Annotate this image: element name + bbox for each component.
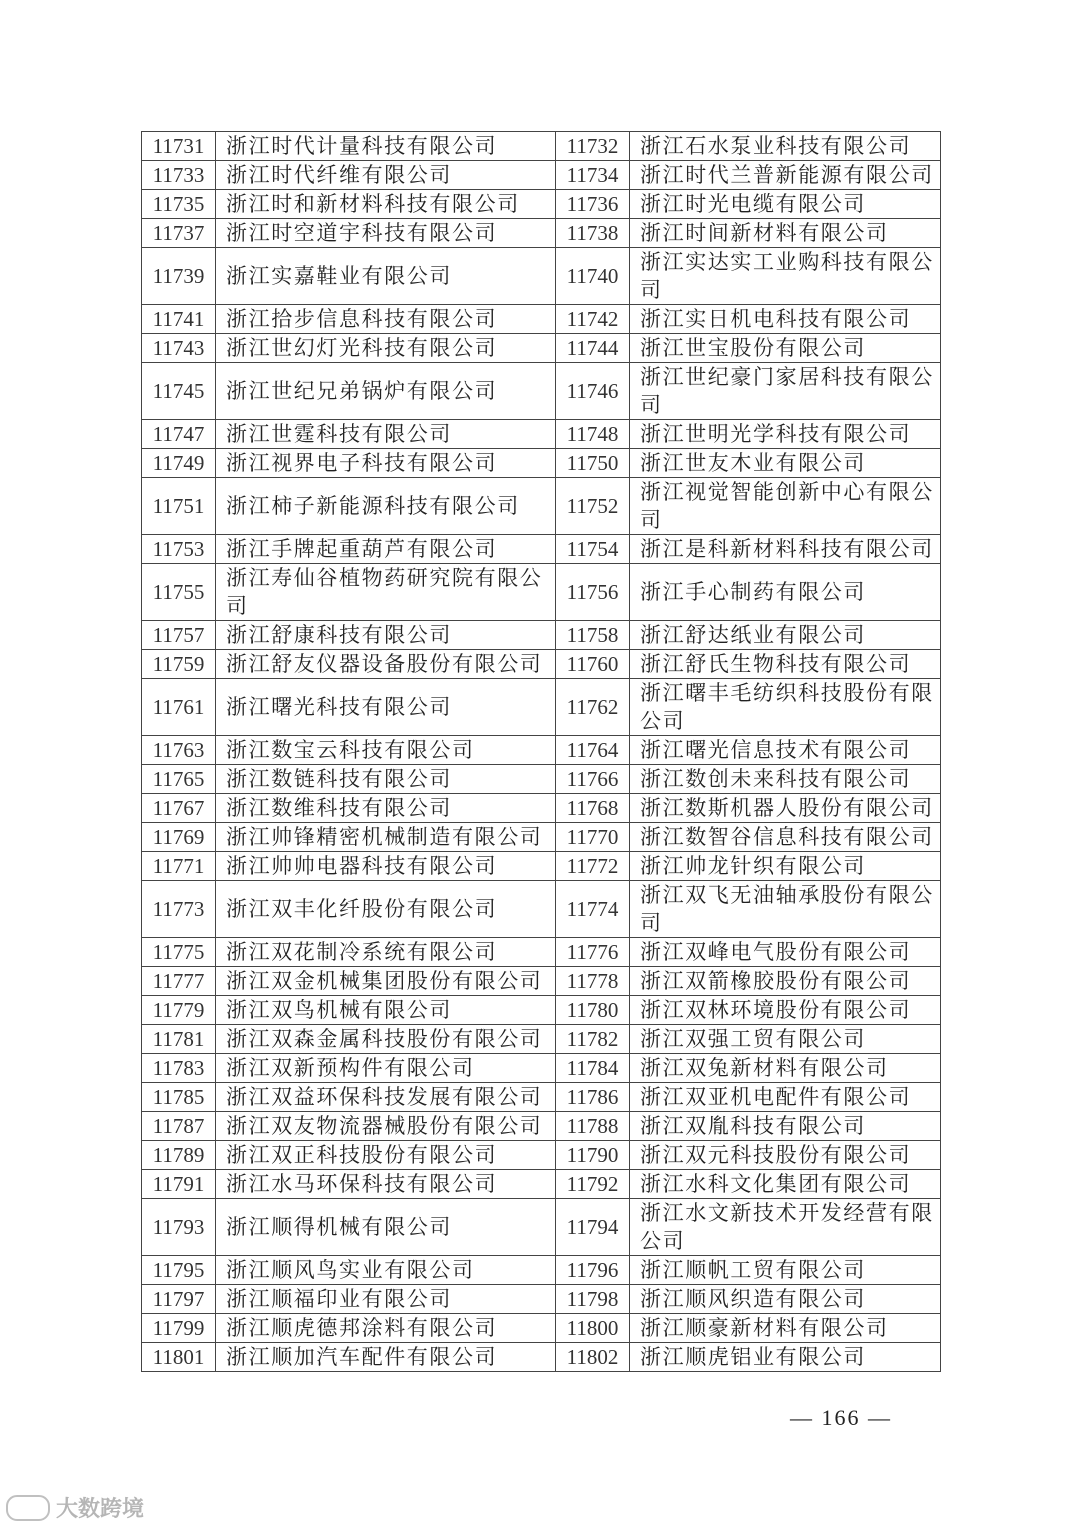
company-name-cell: 浙江双强工贸有限公司 xyxy=(630,1025,941,1054)
serial-number-cell: 11748 xyxy=(556,420,630,449)
company-name-cell: 浙江顺虎铝业有限公司 xyxy=(630,1343,941,1372)
serial-number-cell: 11779 xyxy=(142,996,216,1025)
serial-number-cell: 11750 xyxy=(556,449,630,478)
company-name-cell: 浙江时代计量科技有限公司 xyxy=(216,132,556,161)
serial-number-cell: 11777 xyxy=(142,967,216,996)
serial-number-cell: 11799 xyxy=(142,1314,216,1343)
table-row xyxy=(142,1083,941,1112)
company-name-cell: 浙江世纪豪门家居科技有限公司 xyxy=(630,363,941,420)
serial-number-cell: 11761 xyxy=(142,679,216,736)
table-row xyxy=(142,794,941,823)
serial-number-cell: 11785 xyxy=(142,1083,216,1112)
company-name-cell: 浙江双益环保科技发展有限公司 xyxy=(216,1083,556,1112)
serial-number-cell: 11778 xyxy=(556,967,630,996)
table-row xyxy=(142,1256,941,1285)
company-name-cell: 浙江时代兰普新能源有限公司 xyxy=(630,161,941,190)
serial-number-cell: 11765 xyxy=(142,765,216,794)
serial-number-cell: 11756 xyxy=(556,564,630,621)
company-name-cell: 浙江数链科技有限公司 xyxy=(216,765,556,794)
serial-number-cell: 11743 xyxy=(142,334,216,363)
serial-number-cell: 11737 xyxy=(142,219,216,248)
serial-number-cell: 11764 xyxy=(556,736,630,765)
company-name-cell: 浙江双鸟机械有限公司 xyxy=(216,996,556,1025)
table-row xyxy=(142,1141,941,1170)
company-name-cell: 浙江顺加汽车配件有限公司 xyxy=(216,1343,556,1372)
serial-number-cell: 11784 xyxy=(556,1054,630,1083)
table-row xyxy=(142,852,941,881)
serial-number-cell: 11740 xyxy=(556,248,630,305)
company-name-cell: 浙江数创未来科技有限公司 xyxy=(630,765,941,794)
company-name-cell: 浙江时空道宇科技有限公司 xyxy=(216,219,556,248)
table-row xyxy=(142,449,941,478)
table-body xyxy=(142,132,941,1372)
company-name-cell: 浙江曙丰毛纺织科技股份有限公司 xyxy=(630,679,941,736)
table-row xyxy=(142,1314,941,1343)
company-name-cell: 浙江帅锋精密机械制造有限公司 xyxy=(216,823,556,852)
company-name-cell: 浙江顺风织造有限公司 xyxy=(630,1285,941,1314)
serial-number-cell: 11796 xyxy=(556,1256,630,1285)
serial-number-cell: 11759 xyxy=(142,650,216,679)
watermark-logo-icon xyxy=(6,1495,50,1521)
company-name-cell: 浙江曙光信息技术有限公司 xyxy=(630,736,941,765)
company-name-cell: 浙江舒友仪器设备股份有限公司 xyxy=(216,650,556,679)
company-name-cell: 浙江帅龙针织有限公司 xyxy=(630,852,941,881)
watermark-text: 大数跨境 xyxy=(56,1497,145,1522)
company-name-cell: 浙江双箭橡胶股份有限公司 xyxy=(630,967,941,996)
company-name-cell: 浙江柿子新能源科技有限公司 xyxy=(216,478,556,535)
company-name-cell: 浙江世宝股份有限公司 xyxy=(630,334,941,363)
serial-number-cell: 11782 xyxy=(556,1025,630,1054)
company-name-cell: 浙江舒达纸业有限公司 xyxy=(630,621,941,650)
company-name-cell: 浙江双林环境股份有限公司 xyxy=(630,996,941,1025)
serial-number-cell: 11733 xyxy=(142,161,216,190)
company-name-cell: 浙江顺福印业有限公司 xyxy=(216,1285,556,1314)
company-name-cell: 浙江世明光学科技有限公司 xyxy=(630,420,941,449)
serial-number-cell: 11771 xyxy=(142,852,216,881)
table-row xyxy=(142,1170,941,1199)
table-row xyxy=(142,736,941,765)
table-row xyxy=(142,823,941,852)
serial-number-cell: 11802 xyxy=(556,1343,630,1372)
serial-number-cell: 11747 xyxy=(142,420,216,449)
serial-number-cell: 11760 xyxy=(556,650,630,679)
table-row xyxy=(142,621,941,650)
serial-number-cell: 11731 xyxy=(142,132,216,161)
table-row xyxy=(142,1343,941,1372)
company-name-cell: 浙江数斯机器人股份有限公司 xyxy=(630,794,941,823)
company-name-cell: 浙江时和新材料科技有限公司 xyxy=(216,190,556,219)
table-row xyxy=(142,1054,941,1083)
company-name-cell: 浙江是科新材料科技有限公司 xyxy=(630,535,941,564)
serial-number-cell: 11788 xyxy=(556,1112,630,1141)
company-name-cell: 浙江视界电子科技有限公司 xyxy=(216,449,556,478)
company-name-cell: 浙江曙光科技有限公司 xyxy=(216,679,556,736)
table-row xyxy=(142,881,941,938)
table-row xyxy=(142,219,941,248)
table-row xyxy=(142,679,941,736)
company-name-cell: 浙江水科文化集团有限公司 xyxy=(630,1170,941,1199)
company-name-cell: 浙江双兔新材料有限公司 xyxy=(630,1054,941,1083)
company-name-cell: 浙江世纪兄弟锅炉有限公司 xyxy=(216,363,556,420)
serial-number-cell: 11801 xyxy=(142,1343,216,1372)
table-row xyxy=(142,1285,941,1314)
company-name-cell: 浙江双元科技股份有限公司 xyxy=(630,1141,941,1170)
serial-number-cell: 11776 xyxy=(556,938,630,967)
company-name-cell: 浙江双金机械集团股份有限公司 xyxy=(216,967,556,996)
table-row xyxy=(142,478,941,535)
serial-number-cell: 11791 xyxy=(142,1170,216,1199)
serial-number-cell: 11795 xyxy=(142,1256,216,1285)
serial-number-cell: 11768 xyxy=(556,794,630,823)
company-name-cell: 浙江手牌起重葫芦有限公司 xyxy=(216,535,556,564)
company-name-cell: 浙江水马环保科技有限公司 xyxy=(216,1170,556,1199)
serial-number-cell: 11739 xyxy=(142,248,216,305)
company-name-cell: 浙江双峰电气股份有限公司 xyxy=(630,938,941,967)
serial-number-cell: 11732 xyxy=(556,132,630,161)
company-name-cell: 浙江顺豪新材料有限公司 xyxy=(630,1314,941,1343)
serial-number-cell: 11757 xyxy=(142,621,216,650)
company-name-cell: 浙江石水泵业科技有限公司 xyxy=(630,132,941,161)
table-row xyxy=(142,1025,941,1054)
table-row xyxy=(142,363,941,420)
serial-number-cell: 11781 xyxy=(142,1025,216,1054)
company-name-cell: 浙江时代纤维有限公司 xyxy=(216,161,556,190)
table-row xyxy=(142,1112,941,1141)
serial-number-cell: 11763 xyxy=(142,736,216,765)
serial-number-cell: 11797 xyxy=(142,1285,216,1314)
company-name-cell: 浙江时间新材料有限公司 xyxy=(630,219,941,248)
company-name-cell: 浙江顺得机械有限公司 xyxy=(216,1199,556,1256)
serial-number-cell: 11769 xyxy=(142,823,216,852)
table-row xyxy=(142,334,941,363)
serial-number-cell: 11754 xyxy=(556,535,630,564)
table-row xyxy=(142,765,941,794)
serial-number-cell: 11734 xyxy=(556,161,630,190)
serial-number-cell: 11746 xyxy=(556,363,630,420)
table-row xyxy=(142,161,941,190)
serial-number-cell: 11794 xyxy=(556,1199,630,1256)
serial-number-cell: 11787 xyxy=(142,1112,216,1141)
serial-number-cell: 11798 xyxy=(556,1285,630,1314)
serial-number-cell: 11752 xyxy=(556,478,630,535)
serial-number-cell: 11773 xyxy=(142,881,216,938)
table-row xyxy=(142,996,941,1025)
serial-number-cell: 11775 xyxy=(142,938,216,967)
serial-number-cell: 11744 xyxy=(556,334,630,363)
company-name-cell: 浙江双丰化纤股份有限公司 xyxy=(216,881,556,938)
table-row xyxy=(142,248,941,305)
company-name-cell: 浙江双亚机电配件有限公司 xyxy=(630,1083,941,1112)
serial-number-cell: 11766 xyxy=(556,765,630,794)
company-name-cell: 浙江双胤科技有限公司 xyxy=(630,1112,941,1141)
serial-number-cell: 11774 xyxy=(556,881,630,938)
table-row xyxy=(142,564,941,621)
table-row xyxy=(142,650,941,679)
serial-number-cell: 11758 xyxy=(556,621,630,650)
company-name-cell: 浙江世霆科技有限公司 xyxy=(216,420,556,449)
company-name-cell: 浙江双友物流器械股份有限公司 xyxy=(216,1112,556,1141)
company-name-cell: 浙江双森金属科技股份有限公司 xyxy=(216,1025,556,1054)
serial-number-cell: 11735 xyxy=(142,190,216,219)
serial-number-cell: 11741 xyxy=(142,305,216,334)
table-row xyxy=(142,190,941,219)
company-name-cell: 浙江双飞无油轴承股份有限公司 xyxy=(630,881,941,938)
serial-number-cell: 11742 xyxy=(556,305,630,334)
company-name-cell: 浙江实日机电科技有限公司 xyxy=(630,305,941,334)
company-name-cell: 浙江寿仙谷植物药研究院有限公司 xyxy=(216,564,556,621)
company-name-cell: 浙江拾步信息科技有限公司 xyxy=(216,305,556,334)
serial-number-cell: 11800 xyxy=(556,1314,630,1343)
serial-number-cell: 11780 xyxy=(556,996,630,1025)
serial-number-cell: 11792 xyxy=(556,1170,630,1199)
table-row xyxy=(142,305,941,334)
serial-number-cell: 11783 xyxy=(142,1054,216,1083)
serial-number-cell: 11762 xyxy=(556,679,630,736)
company-name-cell: 浙江双花制冷系统有限公司 xyxy=(216,938,556,967)
serial-number-cell: 11755 xyxy=(142,564,216,621)
company-list-table xyxy=(141,131,941,1372)
page-number: — 166 — xyxy=(790,1405,892,1430)
watermark xyxy=(6,1492,144,1523)
company-name-cell: 浙江世幻灯光科技有限公司 xyxy=(216,334,556,363)
company-name-cell: 浙江双新预构件有限公司 xyxy=(216,1054,556,1083)
serial-number-cell: 11772 xyxy=(556,852,630,881)
serial-number-cell: 11786 xyxy=(556,1083,630,1112)
table-row xyxy=(142,132,941,161)
company-name-cell: 浙江数维科技有限公司 xyxy=(216,794,556,823)
table-row xyxy=(142,535,941,564)
serial-number-cell: 11753 xyxy=(142,535,216,564)
serial-number-cell: 11793 xyxy=(142,1199,216,1256)
table-row xyxy=(142,967,941,996)
serial-number-cell: 11790 xyxy=(556,1141,630,1170)
company-name-cell: 浙江舒康科技有限公司 xyxy=(216,621,556,650)
company-name-cell: 浙江双正科技股份有限公司 xyxy=(216,1141,556,1170)
company-name-cell: 浙江手心制药有限公司 xyxy=(630,564,941,621)
company-name-cell: 浙江帅帅电器科技有限公司 xyxy=(216,852,556,881)
serial-number-cell: 11745 xyxy=(142,363,216,420)
serial-number-cell: 11770 xyxy=(556,823,630,852)
company-name-cell: 浙江视觉智能创新中心有限公司 xyxy=(630,478,941,535)
company-name-cell: 浙江水文新技术开发经营有限公司 xyxy=(630,1199,941,1256)
company-name-cell: 浙江舒氏生物科技有限公司 xyxy=(630,650,941,679)
table-row xyxy=(142,938,941,967)
serial-number-cell: 11738 xyxy=(556,219,630,248)
company-name-cell: 浙江实达实工业购科技有限公司 xyxy=(630,248,941,305)
table-row xyxy=(142,1199,941,1256)
company-name-cell: 浙江时光电缆有限公司 xyxy=(630,190,941,219)
company-name-cell: 浙江顺虎德邦涂料有限公司 xyxy=(216,1314,556,1343)
company-name-cell: 浙江数宝云科技有限公司 xyxy=(216,736,556,765)
company-name-cell: 浙江数智谷信息科技有限公司 xyxy=(630,823,941,852)
table-row xyxy=(142,420,941,449)
serial-number-cell: 11751 xyxy=(142,478,216,535)
serial-number-cell: 11767 xyxy=(142,794,216,823)
company-name-cell: 浙江实嘉鞋业有限公司 xyxy=(216,248,556,305)
company-name-cell: 浙江顺帆工贸有限公司 xyxy=(630,1256,941,1285)
serial-number-cell: 11736 xyxy=(556,190,630,219)
company-name-cell: 浙江世友木业有限公司 xyxy=(630,449,941,478)
company-name-cell: 浙江顺风鸟实业有限公司 xyxy=(216,1256,556,1285)
serial-number-cell: 11749 xyxy=(142,449,216,478)
serial-number-cell: 11789 xyxy=(142,1141,216,1170)
